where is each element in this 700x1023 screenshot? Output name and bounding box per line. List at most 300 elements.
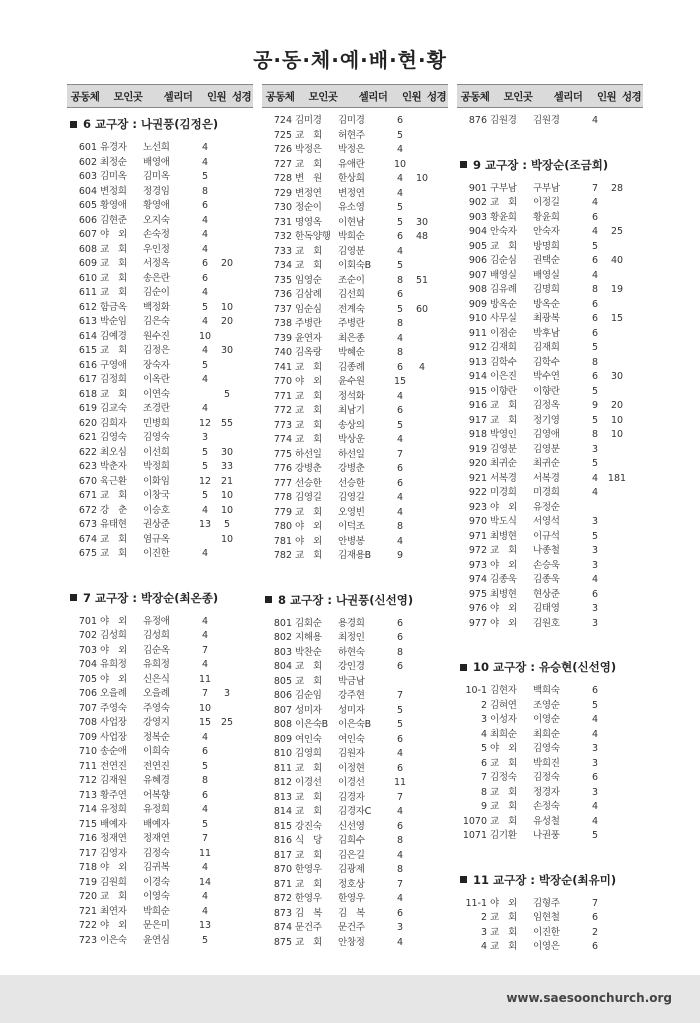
cell-attendance: 4 (201, 630, 209, 641)
cell-bible (410, 317, 434, 332)
cell-number: 809 (273, 733, 292, 745)
cell-number: 729 (273, 187, 292, 199)
cell-bible (410, 733, 434, 748)
cell-community: 김정숙 (490, 772, 517, 783)
cell-attendance: 6 (396, 405, 404, 416)
cell-attendance: 5 (201, 359, 209, 371)
cell-leader: 손승욱 (533, 559, 560, 571)
cell-community: 김성희 (100, 630, 127, 641)
cell-community: 교 회 (100, 272, 127, 284)
table-row (67, 760, 253, 775)
cell-community: 이경선 (295, 777, 322, 788)
cell-bible (410, 535, 434, 550)
church-website-link[interactable]: www.saesoonchurch.org (506, 991, 672, 1005)
cell-community: 최오심 (100, 446, 127, 458)
cell-leader: 하현숙 (338, 646, 365, 658)
cell-bible (605, 815, 629, 830)
cell-leader: 서정옥 (143, 258, 170, 269)
cell-number: 701 (78, 615, 97, 627)
cell-community: 미경희 (490, 487, 517, 498)
cell-attendance: 6 (591, 941, 599, 952)
cell-number: 719 (78, 876, 97, 888)
cell-leader: 김종욱 (533, 574, 560, 585)
cell-bible (410, 332, 434, 347)
cell-bible (410, 718, 434, 733)
cell-community: 야 외 (100, 644, 127, 656)
cell-community: 김유례 (490, 284, 517, 295)
cell-number: 6 (480, 757, 487, 769)
table-row (67, 832, 253, 847)
cell-leader: 김 복 (338, 907, 365, 919)
cell-number: 605 (78, 200, 97, 211)
cell-community: 교 회 (295, 260, 322, 271)
cell-attendance: 11 (198, 847, 212, 859)
cell-attendance: 6 (396, 617, 404, 629)
cell-number: 906 (468, 255, 487, 266)
cell-number: 8 (480, 786, 487, 798)
cell-attendance: 7 (591, 897, 599, 909)
table-row (67, 919, 253, 934)
cell-leader: 박정은 (338, 144, 365, 155)
cell-bible: 55 (220, 417, 234, 429)
cell-community: 한독양행 (295, 231, 331, 242)
cell-community: 야 외 (490, 559, 517, 571)
cell-bible (410, 907, 434, 922)
cell-leader: 조순이 (338, 274, 365, 286)
cell-number: 601 (78, 142, 97, 153)
cell-attendance: 4 (201, 615, 209, 627)
cell-bible (410, 863, 434, 878)
cell-number: 604 (78, 185, 97, 197)
cell-community: 임순심 (295, 303, 322, 315)
cell-bible (410, 114, 434, 129)
cell-community: 김종욱 (490, 574, 517, 585)
cell-attendance: 15 (393, 376, 407, 387)
table-row (457, 501, 643, 516)
table-row (67, 359, 253, 374)
cell-number: 709 (78, 731, 97, 743)
cell-community: 김삼례 (295, 289, 322, 300)
cell-number: 780 (273, 521, 292, 532)
cell-community: 야 외 (295, 376, 322, 387)
cell-bible (410, 549, 434, 564)
cell-bible (215, 934, 239, 949)
cell-bible (605, 617, 629, 632)
cell-number: 910 (468, 313, 487, 324)
cell-number: 810 (273, 748, 292, 759)
table-row (67, 702, 253, 717)
table-row (457, 225, 643, 240)
table-row (457, 472, 643, 487)
cell-leader: 김원경 (533, 115, 560, 126)
table-row (457, 757, 643, 772)
cell-bible (215, 644, 239, 659)
table-row (67, 644, 253, 659)
table-row (262, 892, 448, 907)
cell-leader: 박후남 (533, 327, 560, 339)
cell-attendance: 3 (591, 443, 599, 455)
cell-bible (215, 658, 239, 673)
cell-number: 4 (480, 941, 487, 952)
cell-attendance: 8 (396, 521, 404, 532)
table-row (262, 878, 448, 893)
cell-community: 강병춘 (295, 463, 322, 474)
cell-community: 교 회 (295, 390, 322, 402)
cell-number: 10-1 (465, 685, 487, 696)
cell-bible (605, 327, 629, 342)
cell-leader: 유애란 (338, 158, 365, 170)
cell-number: 975 (468, 588, 487, 600)
cell-attendance: 6 (396, 632, 404, 643)
cell-community: 교 회 (490, 757, 517, 769)
cell-leader: 배영실 (533, 269, 560, 281)
cell-attendance: 11 (198, 673, 212, 685)
cell-leader: 최광복 (533, 313, 560, 324)
cell-bible: 20 (220, 258, 234, 269)
cell-bible (410, 660, 434, 675)
cell-bible (605, 742, 629, 757)
table-row (457, 356, 643, 371)
cell-number: 718 (78, 862, 97, 873)
cell-number: 610 (78, 272, 97, 284)
cell-bible (410, 689, 434, 704)
cell-bible (410, 346, 434, 361)
cell-attendance: 7 (396, 690, 404, 701)
cell-leader: 백정화 (143, 301, 170, 313)
cell-leader: 원수진 (143, 330, 170, 342)
table-row (457, 786, 643, 801)
cell-attendance: 4 (396, 506, 404, 518)
cell-number: 770 (273, 376, 292, 387)
table-row (457, 298, 643, 313)
district-heading-label: 9 교구장 : 박장순(조금희) (473, 157, 609, 172)
cell-leader: 이회숙B (338, 260, 371, 271)
cell-number: 816 (273, 835, 292, 846)
cell-leader: 이규석 (533, 530, 560, 542)
cell-leader: 정호상 (338, 878, 365, 890)
cell-community: 박영인 (490, 429, 517, 440)
cell-number: 806 (273, 690, 292, 701)
cell-community: 황영애 (100, 200, 127, 211)
cell-leader: 유성철 (533, 815, 560, 827)
cell-bible (410, 820, 434, 835)
cell-attendance: 4 (201, 229, 209, 240)
cell-community: 김예경 (100, 330, 127, 342)
cell-bible: 25 (220, 717, 234, 728)
cell-leader: 임현철 (533, 912, 560, 923)
cell-attendance: 4 (396, 535, 404, 547)
cell-number: 704 (78, 659, 97, 670)
cell-community: 교 회 (295, 675, 322, 687)
cell-number: 920 (468, 458, 487, 469)
cell-attendance (390, 675, 410, 690)
cell-attendance: 5 (591, 699, 599, 711)
cell-community: 박순임 (100, 316, 127, 327)
cell-number: 917 (468, 414, 487, 426)
cell-community: 교 회 (100, 345, 127, 356)
district-heading-label: 10 교구장 : 유승현(신선영) (473, 660, 617, 674)
cell-community: 방옥순 (490, 298, 517, 310)
cell-number: 602 (78, 156, 97, 168)
cell-bible (605, 897, 629, 912)
cell-number: 614 (78, 330, 97, 342)
table-row (262, 535, 448, 550)
cell-attendance: 13 (198, 920, 212, 931)
cell-community: 야 외 (100, 229, 127, 240)
cell-leader: 김미경 (338, 115, 365, 126)
cell-attendance: 7 (396, 791, 404, 803)
cell-community: 교 회 (295, 506, 322, 518)
table-row (67, 547, 253, 562)
cell-bible (605, 573, 629, 588)
cell-attendance: 4 (396, 893, 404, 904)
table-row (67, 228, 253, 243)
table-row (457, 443, 643, 458)
cell-leader: 하선일 (338, 448, 365, 460)
cell-leader: 노선희 (143, 142, 170, 153)
cell-number: 673 (78, 519, 97, 530)
table-header (262, 84, 448, 108)
cell-leader: 이영숙 (143, 891, 170, 902)
cell-leader: 서영석 (533, 516, 560, 527)
cell-number: 875 (273, 936, 292, 948)
cell-number: 812 (273, 777, 292, 788)
cell-number: 876 (468, 115, 487, 126)
cell-bible: 10 (220, 533, 234, 545)
cell-bible (410, 419, 434, 434)
cell-community: 김학수 (490, 356, 517, 368)
table-row (262, 230, 448, 245)
table-row (262, 375, 448, 390)
cell-bible (410, 936, 434, 951)
cell-community: 김정희 (100, 374, 127, 385)
cell-leader: 이경선 (338, 777, 365, 788)
cell-bible: 10 (610, 429, 624, 440)
cell-leader: 한상희 (338, 173, 365, 184)
district-heading (262, 592, 448, 608)
cell-bible (605, 544, 629, 559)
cell-attendance: 8 (396, 646, 404, 658)
table-row (262, 404, 448, 419)
cell-attendance: 4 (591, 115, 599, 126)
cell-attendance: 4 (591, 472, 599, 484)
cell-bible (215, 745, 239, 760)
cell-leader: 한영우 (338, 893, 365, 904)
district-heading (457, 659, 643, 675)
table-row (262, 143, 448, 158)
table-row (262, 834, 448, 849)
table-row (67, 185, 253, 200)
cell-number: 674 (78, 533, 97, 545)
cell-bible (215, 228, 239, 243)
cell-leader: 유정애 (143, 615, 170, 627)
cell-bible (605, 800, 629, 815)
cell-bible: 21 (220, 475, 234, 487)
cell-attendance: 15 (198, 717, 212, 728)
cell-number: 675 (78, 548, 97, 559)
header-cell-leader: 셀리더 (163, 90, 193, 103)
cell-leader: 강병춘 (338, 463, 365, 474)
cell-attendance: 4 (396, 748, 404, 759)
cell-bible (605, 911, 629, 926)
cell-number: 909 (468, 298, 487, 310)
cell-number: 724 (273, 115, 292, 126)
cell-attendance: 8 (201, 775, 209, 786)
table-row (67, 629, 253, 644)
cell-leader: 권상준 (143, 519, 170, 530)
table-row (262, 718, 448, 733)
cell-number: 617 (78, 374, 97, 385)
cell-bible (215, 673, 239, 688)
cell-leader: 김희수 (338, 835, 365, 846)
district-heading-label: 8 교구장 : 나권풍(신선영) (278, 592, 414, 607)
table-row (262, 491, 448, 506)
cell-number: 873 (273, 907, 292, 919)
cell-community: 이은진 (490, 371, 517, 382)
cell-leader: 이창국 (143, 490, 170, 501)
cell-attendance: 12 (198, 417, 212, 429)
cell-bible: 4 (418, 361, 426, 373)
square-bullet-icon (265, 596, 272, 603)
cell-attendance: 4 (201, 142, 209, 153)
cell-bible: 25 (610, 226, 624, 237)
district-heading (67, 590, 253, 606)
cell-number: 618 (78, 388, 97, 400)
header-attendance: 인원 (596, 90, 617, 103)
cell-attendance: 8 (591, 429, 599, 440)
cell-community: 송순애 (100, 746, 127, 757)
cell-leader: 김정옥 (533, 400, 560, 411)
cell-attendance: 4 (396, 173, 404, 184)
table-row (262, 346, 448, 361)
cell-attendance: 4 (396, 434, 404, 445)
cell-community: 교 회 (295, 158, 322, 170)
cell-community: 최희순 (490, 728, 517, 740)
cell-bible (410, 878, 434, 893)
cell-community: 야 외 (490, 603, 517, 614)
cell-attendance: 7 (201, 833, 209, 844)
cell-attendance: 5 (396, 202, 404, 213)
table-row (262, 433, 448, 448)
cell-attendance: 8 (591, 356, 599, 368)
cell-leader: 허현주 (338, 129, 365, 141)
cell-community: 변정희 (100, 185, 127, 197)
cell-attendance: 3 (591, 743, 599, 754)
cell-number: 722 (78, 920, 97, 931)
cell-number: 775 (273, 448, 292, 460)
cell-leader: 이정현 (338, 762, 365, 774)
cell-attendance: 3 (591, 516, 599, 527)
cell-leader: 염규옥 (143, 533, 170, 545)
cell-leader: 김경자 (338, 791, 365, 803)
cell-leader: 오영빈 (338, 506, 365, 518)
cell-leader: 김선희 (338, 289, 365, 300)
cell-leader: 최은종 (338, 332, 365, 344)
cell-community: 교 회 (100, 258, 127, 269)
cell-leader: 김영길 (338, 492, 365, 503)
cell-number: 619 (78, 403, 97, 414)
cell-leader: 이옥란 (143, 374, 170, 385)
cell-attendance: 7 (201, 688, 209, 699)
table-row (67, 475, 253, 490)
cell-community: 교 회 (490, 400, 517, 411)
cell-leader: 이진한 (143, 548, 170, 559)
cell-attendance: 4 (201, 287, 209, 298)
cell-attendance: 4 (591, 815, 599, 827)
cell-attendance: 6 (396, 289, 404, 300)
table-row (457, 240, 643, 255)
table-row (457, 254, 643, 269)
cell-bible: 51 (415, 274, 429, 286)
cell-attendance: 5 (591, 530, 599, 542)
cell-leader: 이연숙 (143, 388, 170, 400)
cell-community: 김 복 (295, 907, 322, 919)
table-row (457, 269, 643, 284)
table-row (262, 936, 448, 951)
cell-number: 779 (273, 506, 292, 518)
cell-number: 774 (273, 434, 292, 445)
cell-community: 김혀연 (490, 699, 517, 711)
header-location: 모인곳 (113, 90, 143, 103)
cell-community: 김영숙 (100, 432, 127, 443)
cell-attendance: 7 (396, 448, 404, 460)
district-heading-label: 6 교구장 : 나권풍(김정은) (83, 117, 219, 131)
cell-number: 731 (273, 216, 292, 228)
cell-attendance (585, 501, 605, 516)
cell-bible (215, 330, 239, 345)
cell-number: 720 (78, 891, 97, 902)
cell-bible (215, 905, 239, 920)
cell-bible: 60 (415, 303, 429, 315)
cell-bible (605, 211, 629, 226)
cell-community: 황윤희 (490, 211, 517, 223)
cell-bible (605, 298, 629, 313)
cell-bible (410, 646, 434, 661)
cell-bible (410, 404, 434, 419)
cell-leader: 전계숙 (338, 303, 365, 315)
cell-community: 유정희 (100, 804, 127, 815)
cell-number: 776 (273, 463, 292, 474)
cell-attendance: 5 (396, 129, 404, 141)
cell-leader: 나종철 (533, 545, 560, 556)
cell-leader: 백희숙 (533, 685, 560, 696)
cell-number: 803 (273, 646, 292, 658)
cell-attendance: 4 (396, 849, 404, 861)
cell-number: 608 (78, 243, 97, 255)
cell-attendance: 5 (396, 719, 404, 730)
cell-community: 한영우 (295, 864, 322, 875)
cell-leader: 김재용B (338, 550, 371, 561)
cell-bible (215, 890, 239, 905)
cell-number: 713 (78, 789, 97, 801)
cell-community: 선승한 (295, 477, 322, 489)
cell-number: 913 (468, 356, 487, 368)
cell-bible (410, 390, 434, 405)
cell-leader: 이선희 (143, 446, 170, 458)
cell-bible (605, 588, 629, 603)
cell-leader: 민병희 (143, 417, 170, 429)
table-row (457, 911, 643, 926)
cell-community: 김미경 (295, 115, 322, 126)
cell-number: 612 (78, 301, 97, 313)
cell-leader: 박희순 (143, 905, 170, 917)
cell-bible (410, 375, 434, 390)
cell-leader: 황윤희 (533, 211, 560, 223)
table-row (67, 315, 253, 330)
square-bullet-icon (70, 594, 77, 601)
cell-leader: 신은식 (143, 673, 170, 685)
column-2 (262, 84, 448, 950)
